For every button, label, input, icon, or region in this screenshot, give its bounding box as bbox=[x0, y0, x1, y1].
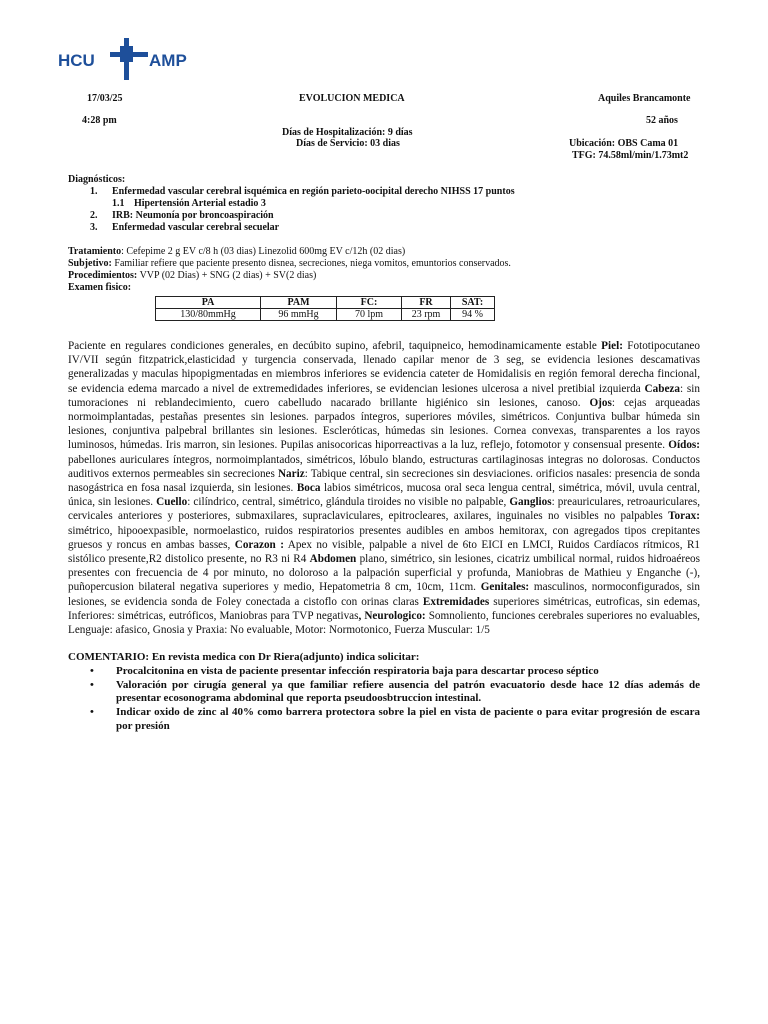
page-title: EVOLUCION MEDICA bbox=[299, 93, 405, 104]
diagnoses-section bbox=[68, 174, 728, 234]
comment-item bbox=[68, 679, 700, 707]
diagnoses-label: Diagnósticos: bbox=[68, 174, 126, 185]
diagnosis-number: 1.1 bbox=[112, 198, 125, 209]
exam-text: Apex no visible, palpable a nivel de 6to EICI en LMCI, Ruidos Cardíacos rítmicos, R1 sistólico presente,R2 distolico presente, no R3 ni R4 bbox=[68, 538, 701, 566]
diagnosis-item bbox=[68, 186, 728, 198]
vitals-header-pam: PAM bbox=[261, 297, 337, 309]
comment-item bbox=[68, 665, 700, 679]
exam-text: Somnoliento, funciones cerebrales superiores no evaluables, Lenguaje: afasico, Gnosia y Praxia: No evaluable, Motor: Normotonico, Fuerza Muscular: 1/5 bbox=[68, 609, 700, 637]
comment-title: COMENTARIO: En revista medica con Dr Riera(adjunto) indica solicitar: bbox=[68, 651, 420, 663]
vitals-value-pa: 130/80mmHg bbox=[156, 309, 261, 321]
diagnosis-number: 1. bbox=[90, 186, 98, 197]
hospitalization-days: Días de Hospitalización: 9 días bbox=[282, 127, 413, 138]
exam-text: Paciente en regulares condiciones generales, en decúbito supino, afebril, taquipneico, hemodinamicamente estable bbox=[68, 340, 602, 352]
treatment-line bbox=[68, 246, 728, 258]
exam-section-label: Ojos bbox=[589, 396, 612, 409]
procedures-line bbox=[68, 270, 728, 282]
exam-text: : sin tumoraciones ni reblandecimiento, cuero cabelludo nacarado brillante higiénico sin lesiones, canoso. bbox=[68, 382, 700, 409]
comment-item bbox=[68, 706, 700, 734]
comment-item-text: Indicar oxido de zinc al 40% como barrera protectora sobre la piel en vista de paciente o para evitar progresión de escara por presión bbox=[116, 706, 700, 732]
patient-tfg: TFG: 74.58ml/min/1.73mt2 bbox=[572, 150, 689, 161]
service-days: Días de Servicio: 03 dias bbox=[296, 138, 400, 149]
vitals-table bbox=[155, 296, 495, 321]
exam-text: plano, simétrico, sin lesiones, cicatriz umbilical normal, ruidos hidroaéreos presentes con frecuencia de 4 por minuto, no doloroso a la palpación superficial y profunda, Maniobras de Mathieu y Enganche (-), puñopercusion bilateral negativa superiores y medio, Hepatometria 8 cm, 10cm, 11cm. bbox=[68, 553, 700, 594]
vitals-header-fc: FC: bbox=[337, 297, 402, 309]
exam-section-label: Cuello bbox=[156, 496, 188, 509]
exam-section-label: Corazon : bbox=[234, 538, 284, 551]
vitals-header-fr: FR bbox=[402, 297, 451, 309]
exam-section-label: Extremidades bbox=[422, 595, 490, 608]
patient-location: Ubicación: OBS Cama 01 bbox=[569, 138, 679, 149]
patient-age: 52 años bbox=[646, 115, 678, 126]
exam-text: labios simétricos, mucosa oral seca lengua central, simétrica, móvil, uvula central, única, sin lesiones. bbox=[68, 482, 700, 509]
patient-name: Aquiles Brancamonte bbox=[598, 93, 691, 104]
bullet-icon: • bbox=[90, 706, 94, 719]
exam-section-label: Genitales: bbox=[480, 581, 530, 594]
exam-text: pabellones auriculares íntegros, normoimplantados, simétricos, lóbulo blando, estructuras cartilaginosas integras no dolorosas. Conductos auditivos externos permeables sin secreciones bbox=[68, 453, 700, 480]
exam-text: superiores simétricas, eutroficas, sin edemas, Inferiores: simétricas, eutróficos, Maniobras para TVP negativas bbox=[68, 595, 700, 622]
comment-item-text: Procalcitonina en vista de paciente presentar infección respiratoria baja para descartar proceso séptico bbox=[116, 664, 599, 677]
diagnosis-item bbox=[68, 198, 728, 210]
bullet-icon: • bbox=[90, 678, 94, 691]
note-date: 17/03/25 bbox=[87, 93, 123, 104]
logo-left-text: HCU bbox=[58, 51, 95, 70]
exam-section-label: Oídos: bbox=[668, 439, 700, 452]
bullet-icon: • bbox=[90, 664, 94, 677]
comment-list bbox=[68, 665, 700, 734]
exam-text: Fototipocutaneo IV/VII según fitzpatrick,elasticidad y turgencia conservada, llenado capilar menor de 3 seg, se evidencia lesiones descamativas generalizadas y maculas hipopigmentadas en miembros inferiores se evidencia cateter de Homidalisis en región femoral derecha fincional, se evidencia edema marcado a nivel de extremedidades inferiores, se evidencian lesiones ulcerosa a nivel pretibial izquierda bbox=[68, 340, 700, 395]
subjective-line bbox=[68, 258, 728, 270]
diagnosis-item bbox=[68, 210, 728, 222]
vitals-value-fc: 70 lpm bbox=[337, 309, 402, 321]
exam-section-label: Nariz bbox=[277, 467, 305, 480]
procedures-label: Procedimientos: bbox=[68, 270, 138, 281]
exam-section-label: Piel: bbox=[601, 340, 623, 352]
diagnosis-number: 3. bbox=[90, 222, 98, 233]
treatment-text: : Cefepime 2 g EV c/8 h (03 dias) Linezolid 600mg EV c/12h (02 dias) bbox=[121, 246, 406, 257]
subjective-text: Familiar refiere que paciente presento disnea, secreciones, niega vomitos, emuntorios conservados. bbox=[111, 258, 511, 269]
hospital-logo bbox=[58, 34, 190, 84]
physical-exam-paragraph bbox=[68, 339, 700, 637]
exam-section-label: Ganglios bbox=[509, 496, 552, 509]
logo-cross-center bbox=[120, 46, 133, 62]
diagnosis-text: Enfermedad vascular cerebral secuelar bbox=[112, 222, 280, 233]
diagnosis-text: IRB: Neumonía por broncoaspiración bbox=[112, 210, 274, 221]
exam-section-label: Abdomen bbox=[309, 553, 357, 566]
treatment-label: Tratamiento bbox=[68, 246, 122, 257]
exam-text: masculinos, normoconfigurados, sin lesiones, se evidencia sonda de Foley conectada a cistoflo con orinas claras bbox=[68, 581, 700, 608]
vitals-header-row bbox=[156, 297, 495, 309]
diagnosis-number: 2. bbox=[90, 210, 98, 221]
exam-section-label: Torax: bbox=[668, 510, 700, 523]
clinical-summary bbox=[68, 246, 728, 294]
physical-exam-label: Examen fìsico: bbox=[68, 282, 132, 293]
logo-graphic bbox=[58, 34, 190, 84]
diagnosis-text: Enfermedad vascular cerebral isquémica en región parieto-oocipital derecho NIHSS 17 puntos bbox=[112, 186, 515, 197]
exam-section-label: Cabeza bbox=[644, 382, 680, 395]
exam-section-label: , Neurologico: bbox=[358, 609, 426, 622]
vitals-header-sat: SAT: bbox=[451, 297, 495, 309]
exam-section-label: Boca bbox=[296, 482, 321, 495]
vitals-value-fr: 23 rpm bbox=[402, 309, 451, 321]
diagnosis-item bbox=[68, 222, 728, 234]
note-time: 4:28 pm bbox=[82, 115, 117, 126]
subjective-label: Subjetivo: bbox=[68, 258, 112, 269]
vitals-header-pa: PA bbox=[156, 297, 261, 309]
exam-text: simétrico, hipooexpasible, normoelastico, ruidos respiratorios presentes audibles en ambos hemitorax, con agregados tipos crepitantes gruesos y roncus en ambas basses, bbox=[68, 524, 700, 551]
comment-item-text: Valoración por cirugía general ya que familiar refiere ausencia del patrón evacuatorio desde hace 12 días además de presentar ecosonograma abdominal que reporta pseudoosbtruccion intestinal. bbox=[116, 678, 700, 705]
diagnosis-text: Hipertensión Arterial estadio 3 bbox=[134, 198, 266, 209]
logo-right-text: AMP bbox=[149, 51, 187, 70]
exam-text: : Tabique central, sin secreciones sin desviaciones. orificios nasales: presencia de sonda nasogástrica en fosa nasal izquierda, sin lesiones. bbox=[68, 467, 700, 495]
vitals-value-sat: 94 % bbox=[451, 309, 495, 321]
exam-text: : cilíndrico, central, simétrico, glándula tiroides no visible no palpable, bbox=[187, 496, 510, 509]
vitals-value-pam: 96 mmHg bbox=[261, 309, 337, 321]
vitals-value-row bbox=[156, 309, 495, 321]
exam-text: : preauriculares, retroauriculares, cervicales anteriores y posteriores, submaxilares, supraclaviculares, epitrocleares, axilares, inguinales no visibles no palpables bbox=[68, 496, 700, 523]
exam-text: : cejas arqueadas normoimplantadas, pestañas presentes sin lesiones. parpados íntegros, superiores móviles, simétricos. Conjuntiva bulbar húmeda sin lesiones, conjuntiva palpebral brillantes sin lesiones. Escleróticas, húmedas sin lesiones. Cornea convexas, transparentes a los rayos luminosos, húmedas. Iris marron, sin lesiones. Pupilas anisocoricas hiporreactivas a la luz, reflejo, fotomotor y consensual presente. bbox=[68, 396, 700, 452]
procedures-text: VVP (02 Dias) + SNG (2 dias) + SV(2 dias) bbox=[137, 270, 317, 281]
comment-section bbox=[68, 651, 700, 734]
